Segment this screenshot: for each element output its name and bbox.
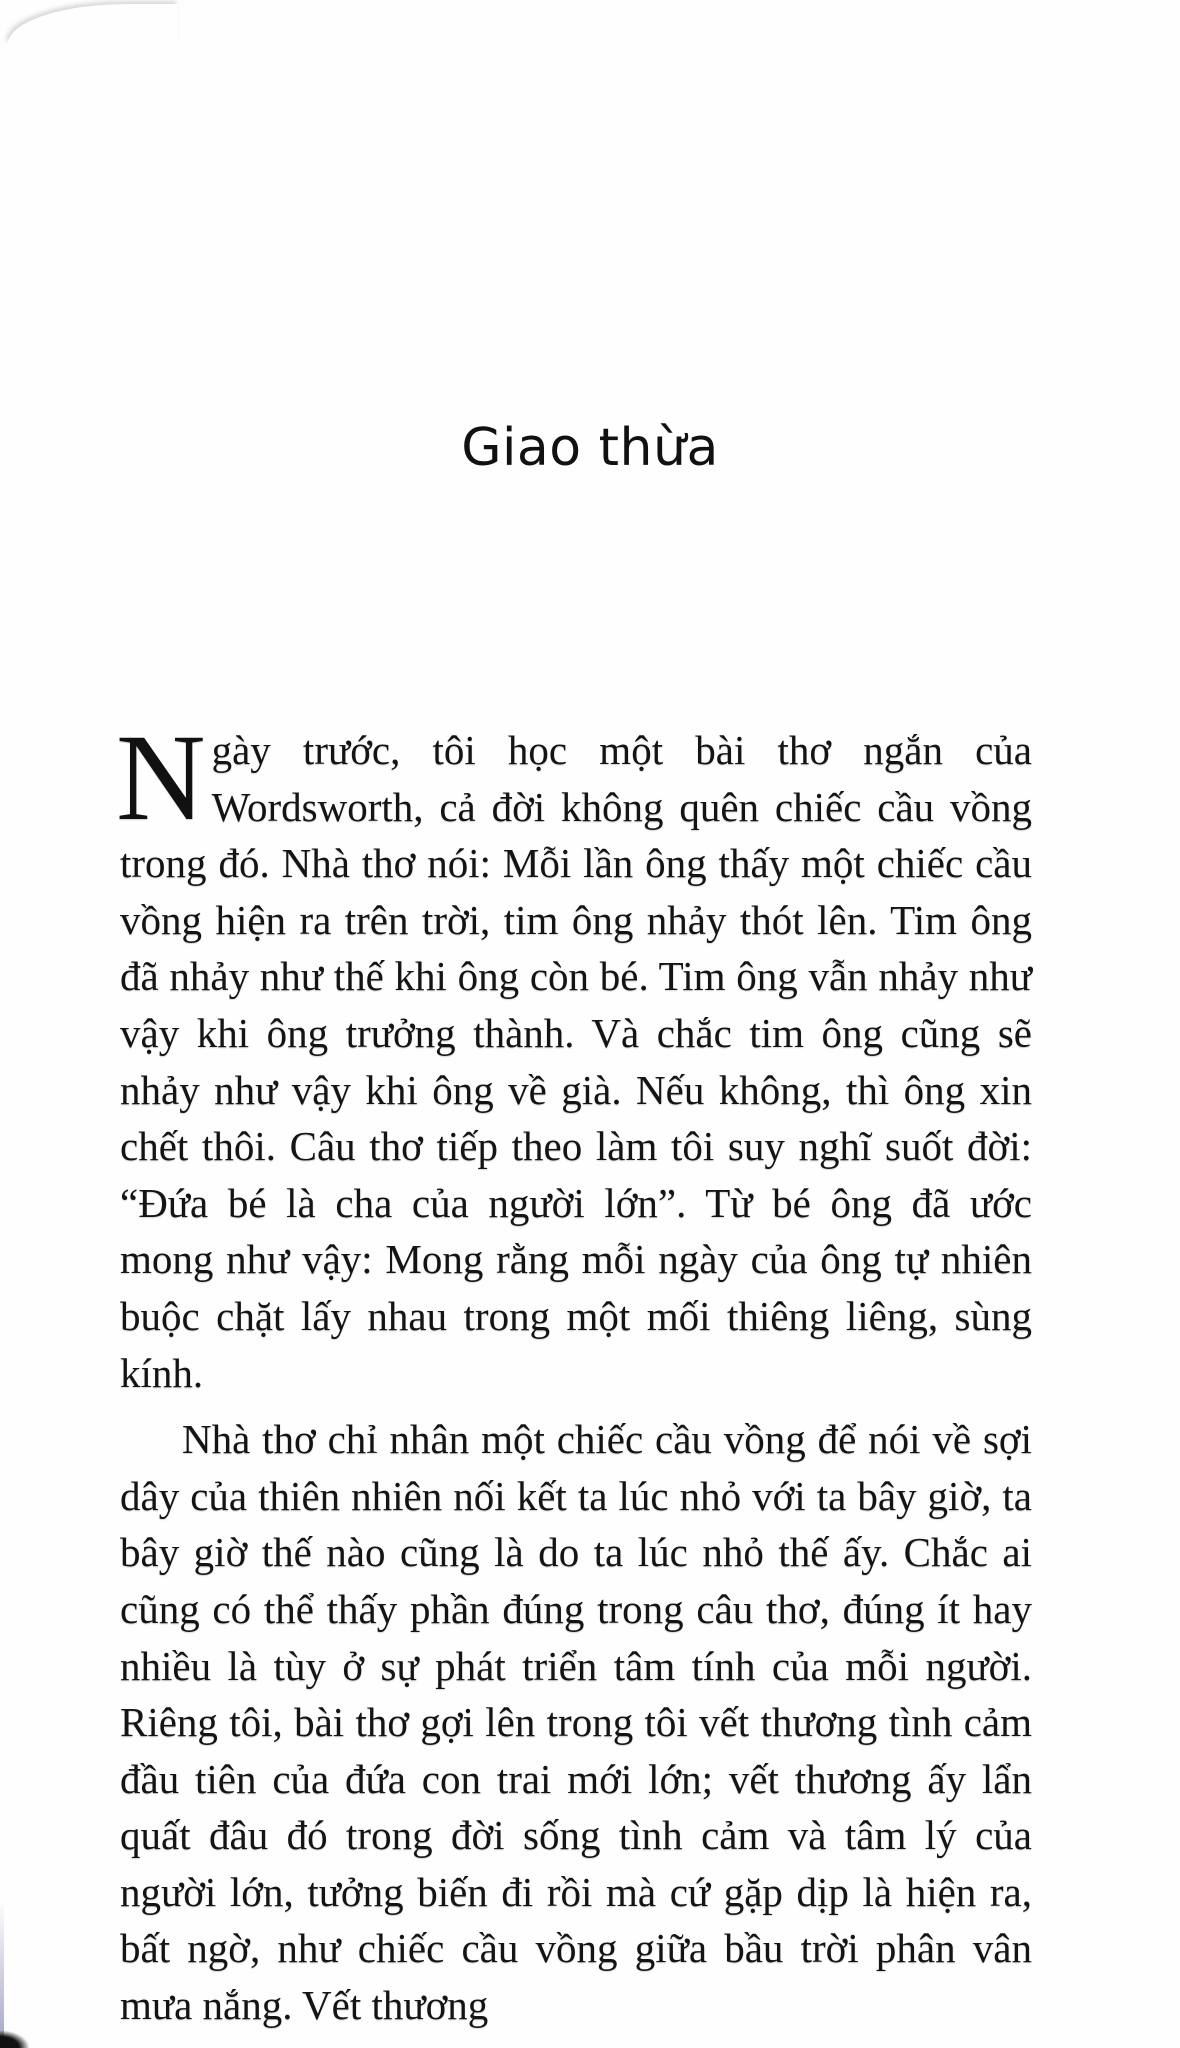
page-corner-curl [8, 4, 178, 44]
paragraph-1 [116, 709, 1032, 1401]
page-corner-background [0, 2030, 30, 2048]
chapter-body [116, 709, 1032, 2034]
chapter-title: Giao thừa [461, 418, 719, 478]
paragraph-2: Nhà thơ chỉ nhân một chiếc cầu vồng để nói về sợi dây của thiên nhiên nối kết ta lúc nhỏ với ta bây giờ, ta bây giờ thế nào cũng là do ta lúc nhỏ thế ấy. Chắc ai cũng có thể thấy phần đúng trong câu thơ, đúng ít hay nhiều là tùy ở sự phát triển tâm tính của mỗi người. Riêng tôi, bài thơ gợi lên trong tôi vết thương tình cảm đầu tiên của đứa con trai mới lớn; vết thương ấy lẩn quất đâu đó trong đời sống tình cảm và tâm lý của người lớn, tưởng biến đi rồi mà cứ gặp dịp là hiện ra, bất ngờ, như chiếc cầu vồng giữa bầu trời phân vân mưa nắng. Vết thương [120, 1416, 1032, 2029]
drop-cap: N [116, 709, 206, 846]
page-edge-shadow [0, 1900, 4, 2040]
paragraph-1-text: gày trước, tôi học một bài thơ ngắn của Wordsworth, cả đời không quên chiếc cầu vồng trong đó. Nhà thơ nói: Mỗi lần ông thấy một chiếc cầu vồng hiện ra trên trời, tim ông nhảy thót lên. Tim ông đã nhảy như thế khi ông còn bé. Tim ông vẫn nhảy như vậy khi ông trưởng thành. Và chắc tim ông cũng sẽ nhảy như vậy khi ông về già. Nếu không, thì ông xin chết thôi. Câu thơ tiếp theo làm tôi suy nghĩ suốt đời: “Đứa bé là cha của người lớn”. Từ bé ông đã ước mong như vậy: Mong rằng mỗi ngày của ông tự nhiên buộc chặt lấy nhau trong một mối thiêng liêng, sùng kính. [120, 727, 1032, 1396]
